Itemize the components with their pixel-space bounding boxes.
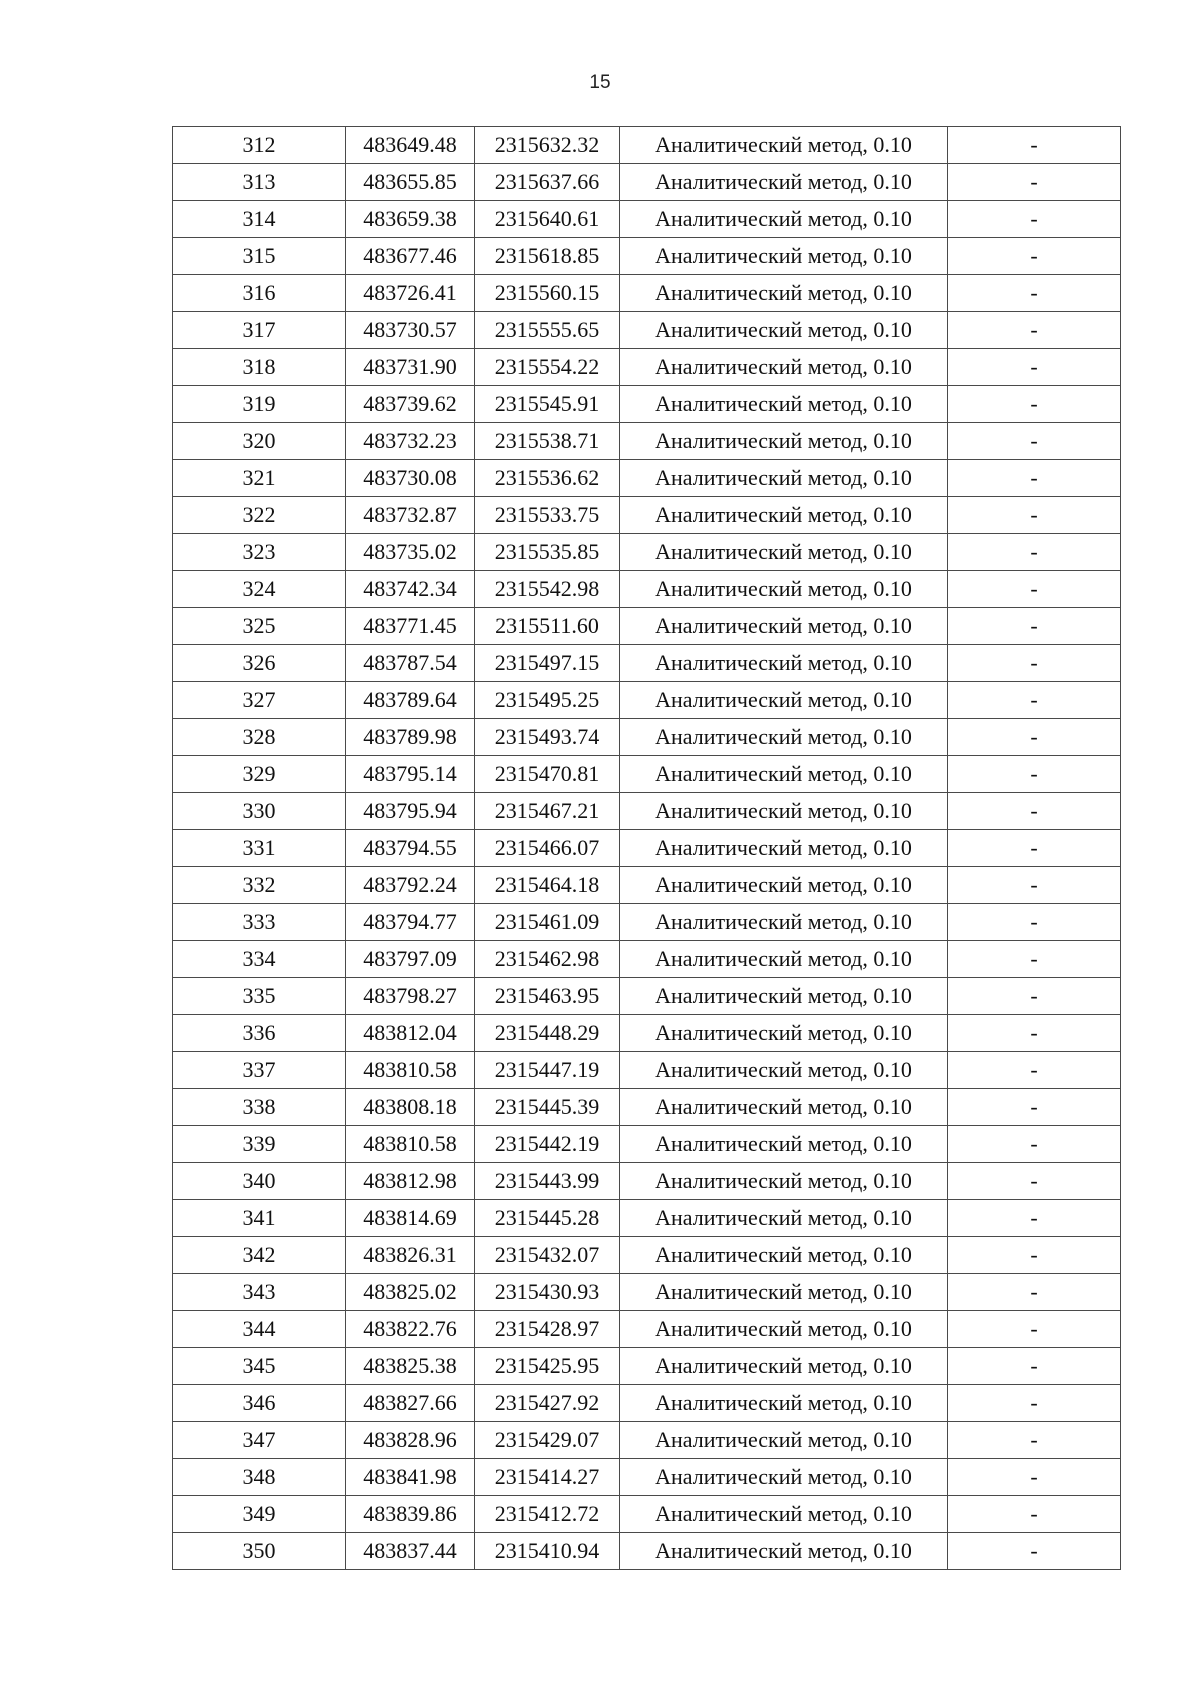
table-row — [173, 1533, 1121, 1570]
x-coordinate-cell: 483810.58 — [346, 1052, 475, 1089]
x-coordinate-cell: 483822.76 — [346, 1311, 475, 1348]
y-coordinate-cell: 2315432.07 — [475, 1237, 620, 1274]
dash-cell: - — [948, 238, 1121, 275]
method-cell: Аналитический метод, 0.10 — [620, 608, 948, 645]
y-coordinate-cell: 2315410.94 — [475, 1533, 620, 1570]
y-coordinate-cell: 2315555.65 — [475, 312, 620, 349]
point-number-cell: 329 — [173, 756, 346, 793]
dash-cell: - — [948, 1200, 1121, 1237]
y-coordinate-cell: 2315493.74 — [475, 719, 620, 756]
y-coordinate-cell: 2315425.95 — [475, 1348, 620, 1385]
point-number-cell: 322 — [173, 497, 346, 534]
method-cell: Аналитический метод, 0.10 — [620, 867, 948, 904]
dash-cell: - — [948, 1496, 1121, 1533]
method-cell: Аналитический метод, 0.10 — [620, 978, 948, 1015]
table-row — [173, 793, 1121, 830]
table-row — [173, 1459, 1121, 1496]
y-coordinate-cell: 2315445.39 — [475, 1089, 620, 1126]
dash-cell: - — [948, 127, 1121, 164]
dash-cell: - — [948, 793, 1121, 830]
method-cell: Аналитический метод, 0.10 — [620, 1459, 948, 1496]
dash-cell: - — [948, 423, 1121, 460]
point-number-cell: 331 — [173, 830, 346, 867]
table-row — [173, 201, 1121, 238]
method-cell: Аналитический метод, 0.10 — [620, 941, 948, 978]
dash-cell: - — [948, 1126, 1121, 1163]
y-coordinate-cell: 2315430.93 — [475, 1274, 620, 1311]
point-number-cell: 315 — [173, 238, 346, 275]
x-coordinate-cell: 483798.27 — [346, 978, 475, 1015]
point-number-cell: 319 — [173, 386, 346, 423]
y-coordinate-cell: 2315535.85 — [475, 534, 620, 571]
page-number: 15 — [589, 72, 611, 93]
point-number-cell: 348 — [173, 1459, 346, 1496]
y-coordinate-cell: 2315632.32 — [475, 127, 620, 164]
coordinates-table — [172, 126, 1121, 1570]
y-coordinate-cell: 2315542.98 — [475, 571, 620, 608]
point-number-cell: 341 — [173, 1200, 346, 1237]
y-coordinate-cell: 2315536.62 — [475, 460, 620, 497]
method-cell: Аналитический метод, 0.10 — [620, 645, 948, 682]
point-number-cell: 338 — [173, 1089, 346, 1126]
method-cell: Аналитический метод, 0.10 — [620, 571, 948, 608]
x-coordinate-cell: 483731.90 — [346, 349, 475, 386]
y-coordinate-cell: 2315538.71 — [475, 423, 620, 460]
point-number-cell: 324 — [173, 571, 346, 608]
y-coordinate-cell: 2315497.15 — [475, 645, 620, 682]
x-coordinate-cell: 483742.34 — [346, 571, 475, 608]
method-cell: Аналитический метод, 0.10 — [620, 1422, 948, 1459]
x-coordinate-cell: 483837.44 — [346, 1533, 475, 1570]
x-coordinate-cell: 483827.66 — [346, 1385, 475, 1422]
y-coordinate-cell: 2315464.18 — [475, 867, 620, 904]
table-row — [173, 1422, 1121, 1459]
point-number-cell: 349 — [173, 1496, 346, 1533]
point-number-cell: 318 — [173, 349, 346, 386]
point-number-cell: 328 — [173, 719, 346, 756]
x-coordinate-cell: 483825.02 — [346, 1274, 475, 1311]
method-cell: Аналитический метод, 0.10 — [620, 1311, 948, 1348]
y-coordinate-cell: 2315637.66 — [475, 164, 620, 201]
point-number-cell: 332 — [173, 867, 346, 904]
table-row — [173, 164, 1121, 201]
method-cell: Аналитический метод, 0.10 — [620, 534, 948, 571]
point-number-cell: 339 — [173, 1126, 346, 1163]
method-cell: Аналитический метод, 0.10 — [620, 682, 948, 719]
x-coordinate-cell: 483810.58 — [346, 1126, 475, 1163]
method-cell: Аналитический метод, 0.10 — [620, 164, 948, 201]
table-row — [173, 830, 1121, 867]
point-number-cell: 350 — [173, 1533, 346, 1570]
table-row — [173, 1348, 1121, 1385]
x-coordinate-cell: 483730.08 — [346, 460, 475, 497]
point-number-cell: 326 — [173, 645, 346, 682]
table-row — [173, 1052, 1121, 1089]
table-row — [173, 127, 1121, 164]
dash-cell: - — [948, 275, 1121, 312]
y-coordinate-cell: 2315412.72 — [475, 1496, 620, 1533]
dash-cell: - — [948, 1274, 1121, 1311]
method-cell: Аналитический метод, 0.10 — [620, 1237, 948, 1274]
table-row — [173, 719, 1121, 756]
dash-cell: - — [948, 1459, 1121, 1496]
dash-cell: - — [948, 1422, 1121, 1459]
table-row — [173, 423, 1121, 460]
point-number-cell: 317 — [173, 312, 346, 349]
x-coordinate-cell: 483789.98 — [346, 719, 475, 756]
table-row — [173, 386, 1121, 423]
x-coordinate-cell: 483739.62 — [346, 386, 475, 423]
method-cell: Аналитический метод, 0.10 — [620, 460, 948, 497]
method-cell: Аналитический метод, 0.10 — [620, 201, 948, 238]
table-row — [173, 1015, 1121, 1052]
method-cell: Аналитический метод, 0.10 — [620, 1163, 948, 1200]
method-cell: Аналитический метод, 0.10 — [620, 904, 948, 941]
table-row — [173, 645, 1121, 682]
x-coordinate-cell: 483808.18 — [346, 1089, 475, 1126]
table-row — [173, 1200, 1121, 1237]
dash-cell: - — [948, 867, 1121, 904]
x-coordinate-cell: 483655.85 — [346, 164, 475, 201]
dash-cell: - — [948, 1089, 1121, 1126]
table-row — [173, 682, 1121, 719]
x-coordinate-cell: 483726.41 — [346, 275, 475, 312]
method-cell: Аналитический метод, 0.10 — [620, 238, 948, 275]
x-coordinate-cell: 483795.94 — [346, 793, 475, 830]
dash-cell: - — [948, 1311, 1121, 1348]
point-number-cell: 344 — [173, 1311, 346, 1348]
dash-cell: - — [948, 497, 1121, 534]
dash-cell: - — [948, 571, 1121, 608]
dash-cell: - — [948, 608, 1121, 645]
x-coordinate-cell: 483771.45 — [346, 608, 475, 645]
table-row — [173, 1385, 1121, 1422]
point-number-cell: 334 — [173, 941, 346, 978]
method-cell: Аналитический метод, 0.10 — [620, 349, 948, 386]
method-cell: Аналитический метод, 0.10 — [620, 793, 948, 830]
point-number-cell: 314 — [173, 201, 346, 238]
y-coordinate-cell: 2315463.95 — [475, 978, 620, 1015]
dash-cell: - — [948, 349, 1121, 386]
method-cell: Аналитический метод, 0.10 — [620, 1200, 948, 1237]
point-number-cell: 312 — [173, 127, 346, 164]
dash-cell: - — [948, 460, 1121, 497]
coordinates-table-body — [173, 127, 1121, 1570]
dash-cell: - — [948, 1052, 1121, 1089]
table-row — [173, 534, 1121, 571]
y-coordinate-cell: 2315461.09 — [475, 904, 620, 941]
table-row — [173, 1237, 1121, 1274]
method-cell: Аналитический метод, 0.10 — [620, 497, 948, 534]
dash-cell: - — [948, 941, 1121, 978]
x-coordinate-cell: 483735.02 — [346, 534, 475, 571]
table-row — [173, 978, 1121, 1015]
table-row — [173, 349, 1121, 386]
dash-cell: - — [948, 1533, 1121, 1570]
y-coordinate-cell: 2315428.97 — [475, 1311, 620, 1348]
point-number-cell: 337 — [173, 1052, 346, 1089]
method-cell: Аналитический метод, 0.10 — [620, 127, 948, 164]
table-row — [173, 867, 1121, 904]
table-row — [173, 275, 1121, 312]
x-coordinate-cell: 483797.09 — [346, 941, 475, 978]
x-coordinate-cell: 483812.04 — [346, 1015, 475, 1052]
y-coordinate-cell: 2315511.60 — [475, 608, 620, 645]
dash-cell: - — [948, 201, 1121, 238]
method-cell: Аналитический метод, 0.10 — [620, 1015, 948, 1052]
point-number-cell: 346 — [173, 1385, 346, 1422]
x-coordinate-cell: 483732.87 — [346, 497, 475, 534]
point-number-cell: 336 — [173, 1015, 346, 1052]
table-row — [173, 756, 1121, 793]
y-coordinate-cell: 2315560.15 — [475, 275, 620, 312]
x-coordinate-cell: 483659.38 — [346, 201, 475, 238]
dash-cell: - — [948, 1385, 1121, 1422]
y-coordinate-cell: 2315533.75 — [475, 497, 620, 534]
dash-cell: - — [948, 534, 1121, 571]
point-number-cell: 345 — [173, 1348, 346, 1385]
x-coordinate-cell: 483841.98 — [346, 1459, 475, 1496]
point-number-cell: 323 — [173, 534, 346, 571]
x-coordinate-cell: 483732.23 — [346, 423, 475, 460]
dash-cell: - — [948, 1348, 1121, 1385]
y-coordinate-cell: 2315447.19 — [475, 1052, 620, 1089]
x-coordinate-cell: 483825.38 — [346, 1348, 475, 1385]
table-row — [173, 1496, 1121, 1533]
table-row — [173, 1311, 1121, 1348]
method-cell: Аналитический метод, 0.10 — [620, 1348, 948, 1385]
x-coordinate-cell: 483649.48 — [346, 127, 475, 164]
method-cell: Аналитический метод, 0.10 — [620, 423, 948, 460]
dash-cell: - — [948, 645, 1121, 682]
table-row — [173, 1126, 1121, 1163]
x-coordinate-cell: 483794.77 — [346, 904, 475, 941]
point-number-cell: 313 — [173, 164, 346, 201]
y-coordinate-cell: 2315495.25 — [475, 682, 620, 719]
method-cell: Аналитический метод, 0.10 — [620, 312, 948, 349]
point-number-cell: 347 — [173, 1422, 346, 1459]
dash-cell: - — [948, 1163, 1121, 1200]
y-coordinate-cell: 2315427.92 — [475, 1385, 620, 1422]
point-number-cell: 340 — [173, 1163, 346, 1200]
dash-cell: - — [948, 830, 1121, 867]
y-coordinate-cell: 2315443.99 — [475, 1163, 620, 1200]
table-row — [173, 238, 1121, 275]
method-cell: Аналитический метод, 0.10 — [620, 1052, 948, 1089]
point-number-cell: 320 — [173, 423, 346, 460]
point-number-cell: 330 — [173, 793, 346, 830]
table-row — [173, 608, 1121, 645]
y-coordinate-cell: 2315448.29 — [475, 1015, 620, 1052]
table-row — [173, 1274, 1121, 1311]
table-row — [173, 497, 1121, 534]
dash-cell: - — [948, 904, 1121, 941]
dash-cell: - — [948, 682, 1121, 719]
x-coordinate-cell: 483794.55 — [346, 830, 475, 867]
y-coordinate-cell: 2315462.98 — [475, 941, 620, 978]
point-number-cell: 327 — [173, 682, 346, 719]
method-cell: Аналитический метод, 0.10 — [620, 1274, 948, 1311]
x-coordinate-cell: 483677.46 — [346, 238, 475, 275]
table-row — [173, 1089, 1121, 1126]
table-row — [173, 941, 1121, 978]
dash-cell: - — [948, 312, 1121, 349]
x-coordinate-cell: 483795.14 — [346, 756, 475, 793]
y-coordinate-cell: 2315466.07 — [475, 830, 620, 867]
method-cell: Аналитический метод, 0.10 — [620, 1126, 948, 1163]
x-coordinate-cell: 483787.54 — [346, 645, 475, 682]
dash-cell: - — [948, 978, 1121, 1015]
point-number-cell: 321 — [173, 460, 346, 497]
method-cell: Аналитический метод, 0.10 — [620, 1533, 948, 1570]
y-coordinate-cell: 2315545.91 — [475, 386, 620, 423]
dash-cell: - — [948, 719, 1121, 756]
x-coordinate-cell: 483730.57 — [346, 312, 475, 349]
point-number-cell: 342 — [173, 1237, 346, 1274]
point-number-cell: 335 — [173, 978, 346, 1015]
x-coordinate-cell: 483792.24 — [346, 867, 475, 904]
x-coordinate-cell: 483828.96 — [346, 1422, 475, 1459]
y-coordinate-cell: 2315640.61 — [475, 201, 620, 238]
y-coordinate-cell: 2315470.81 — [475, 756, 620, 793]
table-row — [173, 904, 1121, 941]
x-coordinate-cell: 483789.64 — [346, 682, 475, 719]
table-row — [173, 460, 1121, 497]
x-coordinate-cell: 483839.86 — [346, 1496, 475, 1533]
y-coordinate-cell: 2315554.22 — [475, 349, 620, 386]
method-cell: Аналитический метод, 0.10 — [620, 830, 948, 867]
point-number-cell: 333 — [173, 904, 346, 941]
y-coordinate-cell: 2315467.21 — [475, 793, 620, 830]
method-cell: Аналитический метод, 0.10 — [620, 719, 948, 756]
y-coordinate-cell: 2315445.28 — [475, 1200, 620, 1237]
point-number-cell: 325 — [173, 608, 346, 645]
dash-cell: - — [948, 1237, 1121, 1274]
dash-cell: - — [948, 756, 1121, 793]
point-number-cell: 316 — [173, 275, 346, 312]
x-coordinate-cell: 483814.69 — [346, 1200, 475, 1237]
method-cell: Аналитический метод, 0.10 — [620, 386, 948, 423]
dash-cell: - — [948, 164, 1121, 201]
dash-cell: - — [948, 1015, 1121, 1052]
y-coordinate-cell: 2315618.85 — [475, 238, 620, 275]
table-row — [173, 1163, 1121, 1200]
y-coordinate-cell: 2315442.19 — [475, 1126, 620, 1163]
x-coordinate-cell: 483826.31 — [346, 1237, 475, 1274]
method-cell: Аналитический метод, 0.10 — [620, 1089, 948, 1126]
method-cell: Аналитический метод, 0.10 — [620, 756, 948, 793]
table-row — [173, 312, 1121, 349]
method-cell: Аналитический метод, 0.10 — [620, 1385, 948, 1422]
dash-cell: - — [948, 386, 1121, 423]
x-coordinate-cell: 483812.98 — [346, 1163, 475, 1200]
y-coordinate-cell: 2315429.07 — [475, 1422, 620, 1459]
point-number-cell: 343 — [173, 1274, 346, 1311]
table-row — [173, 571, 1121, 608]
method-cell: Аналитический метод, 0.10 — [620, 275, 948, 312]
y-coordinate-cell: 2315414.27 — [475, 1459, 620, 1496]
method-cell: Аналитический метод, 0.10 — [620, 1496, 948, 1533]
